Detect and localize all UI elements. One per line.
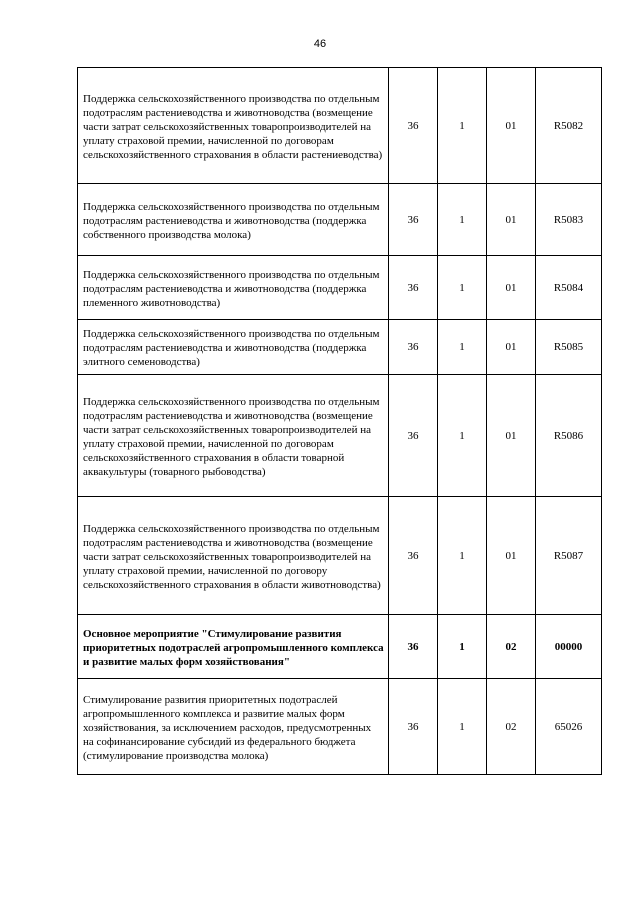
row-description: Поддержка сельскохозяйственного производства по отдельным подотраслям растениеводства и животноводства (возмещение части затрат сельскохозяйственных товаропроизводителей на уплату страховой премии, начисленной по договорам сельскохозяйственного страхования в области растениеводства) bbox=[78, 68, 389, 184]
section-code: 1 bbox=[438, 184, 487, 256]
ministry-code: 36 bbox=[389, 184, 438, 256]
target-code: R5086 bbox=[536, 375, 602, 497]
subsection-code: 01 bbox=[487, 375, 536, 497]
section-code: 1 bbox=[438, 375, 487, 497]
page-number: 46 bbox=[313, 38, 327, 50]
subsection-code: 01 bbox=[487, 497, 536, 615]
budget-table-body bbox=[78, 68, 602, 775]
table-row bbox=[78, 679, 602, 775]
table-row bbox=[78, 375, 602, 497]
target-code: R5087 bbox=[536, 497, 602, 615]
section-code: 1 bbox=[438, 320, 487, 375]
subsection-code: 01 bbox=[487, 256, 536, 320]
subsection-code: 01 bbox=[487, 68, 536, 184]
table-row bbox=[78, 497, 602, 615]
table-row bbox=[78, 615, 602, 679]
ministry-code: 36 bbox=[389, 615, 438, 679]
ministry-code: 36 bbox=[389, 497, 438, 615]
row-description: Поддержка сельскохозяйственного производства по отдельным подотраслям растениеводства и животноводства (возмещение части затрат сельскохозяйственных товаропроизводителей на уплату страховой премии, начисленной по договору сельскохозяйственного страхования в области животноводства) bbox=[78, 497, 389, 615]
section-code: 1 bbox=[438, 679, 487, 775]
subsection-code: 01 bbox=[487, 184, 536, 256]
budget-table bbox=[77, 67, 602, 775]
subsection-code: 02 bbox=[487, 615, 536, 679]
subsection-code: 02 bbox=[487, 679, 536, 775]
row-description: Поддержка сельскохозяйственного производства по отдельным подотраслям растениеводства и животноводства (поддержка собственного производства молока) bbox=[78, 184, 389, 256]
row-description: Поддержка сельскохозяйственного производства по отдельным подотраслям растениеводства и животноводства (поддержка элитного семеноводства) bbox=[78, 320, 389, 375]
ministry-code: 36 bbox=[389, 375, 438, 497]
ministry-code: 36 bbox=[389, 679, 438, 775]
table-row bbox=[78, 320, 602, 375]
target-code: 65026 bbox=[536, 679, 602, 775]
target-code: R5083 bbox=[536, 184, 602, 256]
row-description: Поддержка сельскохозяйственного производства по отдельным подотраслям растениеводства и животноводства (возмещение части затрат сельскохозяйственных товаропроизводителей на уплату страховой премии, начисленной по договорам сельскохозяйственного страхования в области товарной аквакультуры (товарного рыбоводства) bbox=[78, 375, 389, 497]
section-code: 1 bbox=[438, 497, 487, 615]
section-code: 1 bbox=[438, 68, 487, 184]
table-row bbox=[78, 68, 602, 184]
target-code: R5082 bbox=[536, 68, 602, 184]
ministry-code: 36 bbox=[389, 68, 438, 184]
table-row bbox=[78, 256, 602, 320]
target-code: R5084 bbox=[536, 256, 602, 320]
table-row bbox=[78, 184, 602, 256]
row-description: Основное мероприятие "Стимулирование развития приоритетных подотраслей агропромышленного комплекса и развитие малых форм хозяйствования" bbox=[78, 615, 389, 679]
section-code: 1 bbox=[438, 256, 487, 320]
target-code: R5085 bbox=[536, 320, 602, 375]
ministry-code: 36 bbox=[389, 320, 438, 375]
row-description: Поддержка сельскохозяйственного производства по отдельным подотраслям растениеводства и животноводства (поддержка племенного животноводства) bbox=[78, 256, 389, 320]
ministry-code: 36 bbox=[389, 256, 438, 320]
section-code: 1 bbox=[438, 615, 487, 679]
subsection-code: 01 bbox=[487, 320, 536, 375]
target-code: 00000 bbox=[536, 615, 602, 679]
row-description: Стимулирование развития приоритетных подотраслей агропромышленного комплекса и развитие малых форм хозяйствования, за исключением расходов, предусмотренных на софинансирование субсидий из федерального бюджета (стимулирование производства молока) bbox=[78, 679, 389, 775]
